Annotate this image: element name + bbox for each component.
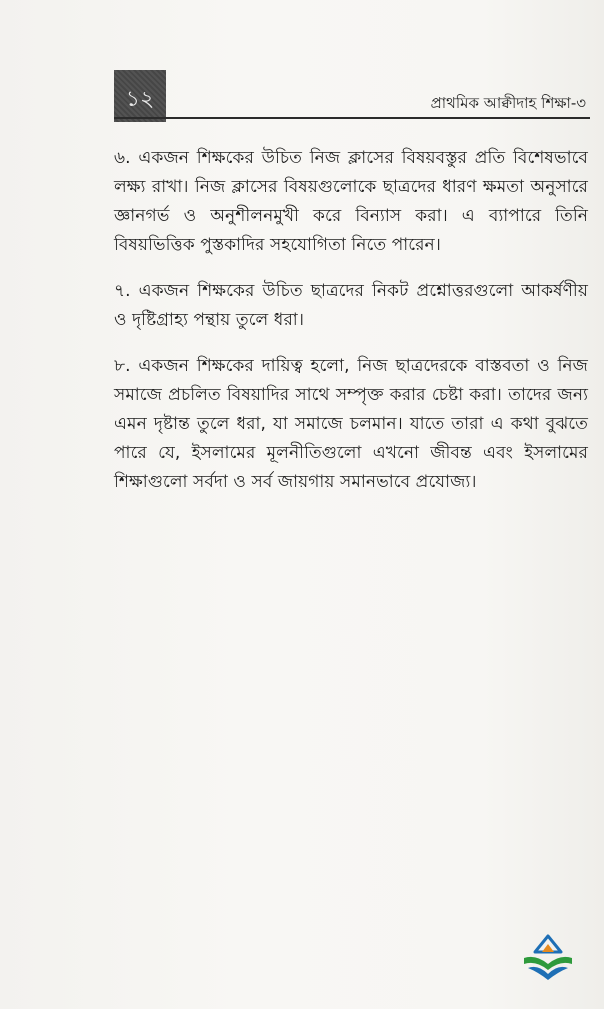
header-rule <box>114 117 590 119</box>
page-number: ১২ <box>125 86 155 112</box>
running-title: প্রাথমিক আক্বীদাহ শিক্ষা-৩ <box>430 94 586 112</box>
paragraph-7: ৭. একজন শিক্ষকের উচিত ছাত্রদের নিকট প্রশ্নোত্তরগুলো আকর্ষণীয় ও দৃষ্টিগ্রাহ্য পন্থায় তুলে ধরা। <box>114 281 588 330</box>
open-book-logo-icon <box>520 930 576 986</box>
body-text <box>114 144 588 514</box>
page-number-box <box>114 70 166 122</box>
paragraph-6: ৬. একজন শিক্ষকের উচিত নিজ ক্লাসের বিষয়বস্তুর প্রতি বিশেষভাবে লক্ষ্য রাখা। নিজ ক্লাসের বিষয়গুলোকে ছাত্রদের ধারণ ক্ষমতা অনুসারে জ্ঞানগর্ভ ও অনুশীলনমুখী করে বিন্যাস করা। এ ব্যাপারে তিনি বিষয়ভিত্তিক পুস্তকাদির সহযোগিতা নিতে পারেন। <box>114 148 588 255</box>
paragraph-8: ৮. একজন শিক্ষকের দায়িত্ব হলো, নিজ ছাত্রদেরকে বাস্তবতা ও নিজ সমাজে প্রচলিত বিষয়াদির সাথে সম্পৃক্ত করার চেষ্টা করা। তাদের জন্য এমন দৃষ্টান্ত তুলে ধরা, যা সমাজে চলমান। যাতে তারা এ কথা বুঝতে পারে যে, ইসলামের মূলনীতিগুলো এখনো জীবন্ত এবং ইসলামের শিক্ষাগুলো সর্বদা ও সর্ব জায়গায় সমানভাবে প্রযোজ্য। <box>114 356 588 492</box>
